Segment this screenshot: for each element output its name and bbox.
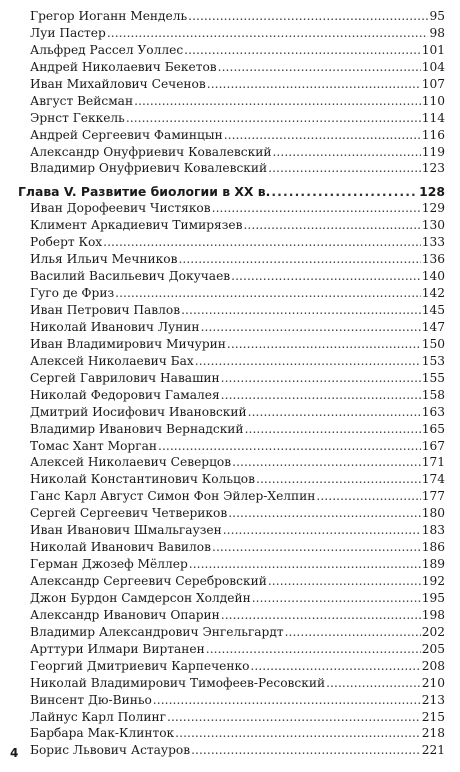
toc-entry <box>30 454 445 471</box>
dot-leader <box>243 217 420 234</box>
toc-entry <box>30 319 445 336</box>
toc-entry <box>30 607 445 624</box>
toc-entry <box>30 556 445 573</box>
toc-entry-title: Иван Петрович Павлов <box>30 303 181 317</box>
dot-leader <box>206 641 421 658</box>
toc-entry-page-number: 130 <box>421 218 445 233</box>
toc-entry-title: Иван Дорофеевич Чистяков <box>30 201 211 216</box>
toc-entry-title: Николай Константинович Кольцов <box>30 472 255 487</box>
toc-entry-page-number: 208 <box>421 658 445 673</box>
toc-entry-title: Андрей Сергеевич Фаминцын <box>30 127 223 142</box>
toc-entry-title: Арттури Илмари Виртанен <box>30 641 205 656</box>
toc-entry <box>30 742 445 759</box>
toc-entry-title: Иван Владимирович Мичурин <box>30 336 226 351</box>
toc-entry-page-number: 129 <box>421 201 445 216</box>
toc-entry <box>30 370 445 387</box>
dot-leader <box>271 183 418 200</box>
toc-entry-title: Томас Хант Морган <box>30 438 157 453</box>
toc-entry-title: Илья Ильич Мечников <box>30 252 178 267</box>
toc-entry-page-number: 114 <box>421 110 445 125</box>
toc-entry-page-number: 104 <box>421 59 445 74</box>
toc-entry-page-number: 107 <box>421 76 445 91</box>
toc-entry-title: Иван Иванович Шмальгаузен <box>30 523 222 538</box>
toc-entry-title: Август Вейсман <box>30 93 134 108</box>
dot-leader <box>212 200 421 217</box>
toc-entry-page-number: 165 <box>421 421 445 436</box>
toc-entry-page-number: 136 <box>421 252 445 267</box>
toc-entry-title: Борис Львович Астауров <box>30 743 191 758</box>
toc-entry-title: Роберт Кох <box>30 235 103 250</box>
dot-leader <box>252 590 421 607</box>
toc-entry <box>30 624 445 641</box>
toc-entry-page-number: 155 <box>421 370 445 385</box>
dot-leader <box>224 127 421 144</box>
dot-leader <box>248 404 421 421</box>
toc-entry-title: Герман Джозеф Мёллер <box>30 557 188 572</box>
toc-entry-title: Гуго де Фриз <box>30 286 115 301</box>
dot-leader <box>221 370 421 387</box>
toc-entry-title: Луи Пастер <box>30 25 106 40</box>
toc-entry-title: Альфред Рассел Уоллес <box>30 42 184 57</box>
toc-entry-title: Владимир Онуфриевич Ковалевский <box>30 161 268 176</box>
toc-entry-page-number: 213 <box>421 692 445 707</box>
toc-entry-title: Сергей Сергеевич Четвериков <box>30 506 228 521</box>
toc-entry <box>30 488 445 505</box>
toc-entry-title: Джон Бурдон Самдерсон Холдейн <box>30 590 251 605</box>
toc-entry-page-number: 133 <box>421 235 445 250</box>
toc-entry-page-number: 167 <box>421 438 445 453</box>
toc-entry <box>30 76 445 93</box>
toc-entry-page-number: 123 <box>421 161 445 176</box>
toc-entry <box>30 93 445 110</box>
toc-entry <box>30 505 445 522</box>
toc-entry <box>30 641 445 658</box>
toc-entry-page-number: 145 <box>421 303 445 317</box>
toc-entry-page-number: 95 <box>429 9 445 23</box>
dot-leader <box>221 607 421 624</box>
toc-entry <box>30 421 445 438</box>
toc-entry-page-number: 215 <box>421 709 445 724</box>
dot-leader <box>316 488 420 505</box>
toc-entry-page-number: 158 <box>421 387 445 402</box>
toc-entry <box>30 127 445 144</box>
toc-entry <box>30 285 445 302</box>
toc-entry-page-number: 205 <box>421 641 445 656</box>
toc-entry <box>30 353 445 370</box>
dot-leader <box>231 268 421 285</box>
dot-leader <box>256 471 421 488</box>
table-of-contents <box>18 8 445 759</box>
toc-entry-page-number: 192 <box>421 574 445 588</box>
toc-entry-page-number: 180 <box>421 506 445 521</box>
toc-entry <box>30 110 445 127</box>
toc-entry-page-number: 183 <box>421 523 445 538</box>
toc-list-top <box>30 8 445 177</box>
chapter-page-number: 128 <box>419 184 445 200</box>
dot-leader <box>245 421 421 438</box>
dot-leader <box>268 573 421 590</box>
toc-entry <box>30 725 445 742</box>
toc-entry <box>30 59 445 76</box>
toc-entry-page-number: 198 <box>421 607 445 622</box>
toc-entry-title: Николай Федорович Гамалея <box>30 387 220 402</box>
toc-entry-page-number: 221 <box>421 743 445 758</box>
toc-entry-title: Андрей Николаевич Бекетов <box>30 59 217 74</box>
dot-leader <box>195 353 421 370</box>
toc-entry <box>30 160 445 177</box>
toc-entry <box>30 8 445 25</box>
toc-entry-page-number: 142 <box>421 286 445 301</box>
toc-entry <box>30 692 445 709</box>
toc-entry-title: Владимир Александрович Энгельгардт <box>30 624 284 639</box>
toc-entry-page-number: 150 <box>421 336 445 351</box>
toc-entry-page-number: 153 <box>421 353 445 368</box>
toc-entry-page-number: 171 <box>421 455 445 470</box>
toc-list-bottom <box>30 200 445 759</box>
toc-entry <box>30 573 445 590</box>
page-folio: 4 <box>10 746 19 760</box>
toc-entry-title: Грегор Иоганн Мендель <box>30 9 188 23</box>
dot-leader <box>189 556 421 573</box>
dot-leader <box>326 675 421 692</box>
toc-entry <box>30 675 445 692</box>
toc-entry <box>30 302 445 319</box>
dot-leader <box>232 454 421 471</box>
toc-entry <box>30 251 445 268</box>
dot-leader <box>212 539 421 556</box>
dot-leader <box>158 438 421 455</box>
toc-entry <box>30 522 445 539</box>
dot-leader <box>126 110 421 127</box>
dot-leader <box>184 42 421 59</box>
toc-entry-page-number: 195 <box>421 590 445 605</box>
toc-entry-page-number: 110 <box>421 93 445 108</box>
toc-entry-title: Винсент Дю-Виньо <box>30 692 152 707</box>
toc-entry-title: Климент Аркадиевич Тимирязев <box>30 218 243 233</box>
toc-entry-page-number: 116 <box>421 127 445 142</box>
toc-entry <box>30 42 445 59</box>
toc-entry-title: Иван Михайлович Сеченов <box>30 76 206 91</box>
toc-entry-page-number: 218 <box>421 726 445 741</box>
chapter-title: Глава V. Развитие биологии в XX в. <box>18 184 271 200</box>
toc-entry-title: Александр Онуфриевич Ковалевский <box>30 144 272 159</box>
toc-entry <box>30 471 445 488</box>
dot-leader <box>134 93 421 110</box>
dot-leader <box>227 336 421 353</box>
dot-leader <box>221 387 421 404</box>
toc-entry-page-number: 186 <box>421 540 445 555</box>
dot-leader <box>191 742 421 759</box>
toc-entry <box>30 404 445 421</box>
toc-entry-page-number: 119 <box>421 144 445 159</box>
toc-entry-page-number: 101 <box>421 42 445 57</box>
dot-leader <box>175 725 421 742</box>
toc-entry-page-number: 177 <box>421 489 445 504</box>
toc-entry <box>30 234 445 251</box>
toc-entry-title: Дмитрий Иосифович Ивановский <box>30 404 247 419</box>
toc-entry-title: Александр Сергеевич Серебровский <box>30 574 267 588</box>
toc-entry-title: Алексей Николаевич Северцов <box>30 455 232 470</box>
dot-leader <box>188 8 428 25</box>
toc-entry <box>30 387 445 404</box>
toc-entry-page-number: 147 <box>421 319 445 334</box>
dot-leader <box>153 692 421 709</box>
dot-leader <box>223 522 421 539</box>
dot-leader <box>178 251 420 268</box>
dot-leader <box>201 319 421 336</box>
dot-leader <box>207 76 421 93</box>
toc-entry-title: Эрнст Геккель <box>30 110 125 125</box>
toc-entry-title: Александр Иванович Опарин <box>30 607 220 622</box>
toc-entry-page-number: 189 <box>421 557 445 572</box>
dot-leader <box>107 25 429 42</box>
toc-entry-title: Николай Иванович Лунин <box>30 319 200 334</box>
toc-entry-page-number: 140 <box>421 269 445 284</box>
toc-entry <box>30 200 445 217</box>
toc-entry <box>30 590 445 607</box>
dot-leader <box>115 285 421 302</box>
dot-leader <box>167 709 421 726</box>
toc-entry <box>30 217 445 234</box>
toc-entry-title: Георгий Дмитриевич Карпеченко <box>30 658 250 673</box>
toc-entry <box>30 709 445 726</box>
toc-entry <box>30 336 445 353</box>
toc-entry-page-number: 163 <box>421 404 445 419</box>
toc-entry <box>30 25 445 42</box>
toc-entry <box>30 144 445 161</box>
toc-entry-title: Сергей Гаврилович Навашин <box>30 370 220 385</box>
toc-entry-title: Николай Владимирович Тимофеев-Ресовский <box>30 675 326 690</box>
toc-entry-title: Лайнус Карл Полинг <box>30 709 167 724</box>
toc-entry-title: Владимир Иванович Вернадский <box>30 421 244 436</box>
dot-leader <box>218 59 421 76</box>
toc-entry-page-number: 174 <box>421 472 445 487</box>
dot-leader <box>103 234 421 251</box>
dot-leader <box>272 144 420 161</box>
dot-leader <box>181 302 421 319</box>
dot-leader <box>250 658 420 675</box>
toc-entry <box>30 438 445 455</box>
toc-entry-title: Барбара Мак-Клинток <box>30 726 175 741</box>
toc-entry-page-number: 98 <box>429 25 445 40</box>
toc-entry-title: Ганс Карл Август Симон Фон Эйлер-Хелпин <box>30 489 316 504</box>
toc-entry-title: Николай Иванович Вавилов <box>30 540 211 555</box>
toc-entry-title: Василий Васильевич Докучаев <box>30 269 231 284</box>
toc-entry-page-number: 210 <box>421 675 445 690</box>
toc-entry <box>30 658 445 675</box>
toc-entry <box>30 539 445 556</box>
toc-entry-page-number: 202 <box>421 624 445 639</box>
dot-leader <box>285 624 421 641</box>
toc-chapter-heading <box>18 183 445 200</box>
dot-leader <box>228 505 421 522</box>
toc-entry <box>30 268 445 285</box>
dot-leader <box>268 160 421 177</box>
toc-entry-title: Алексей Николаевич Бах <box>30 353 194 368</box>
